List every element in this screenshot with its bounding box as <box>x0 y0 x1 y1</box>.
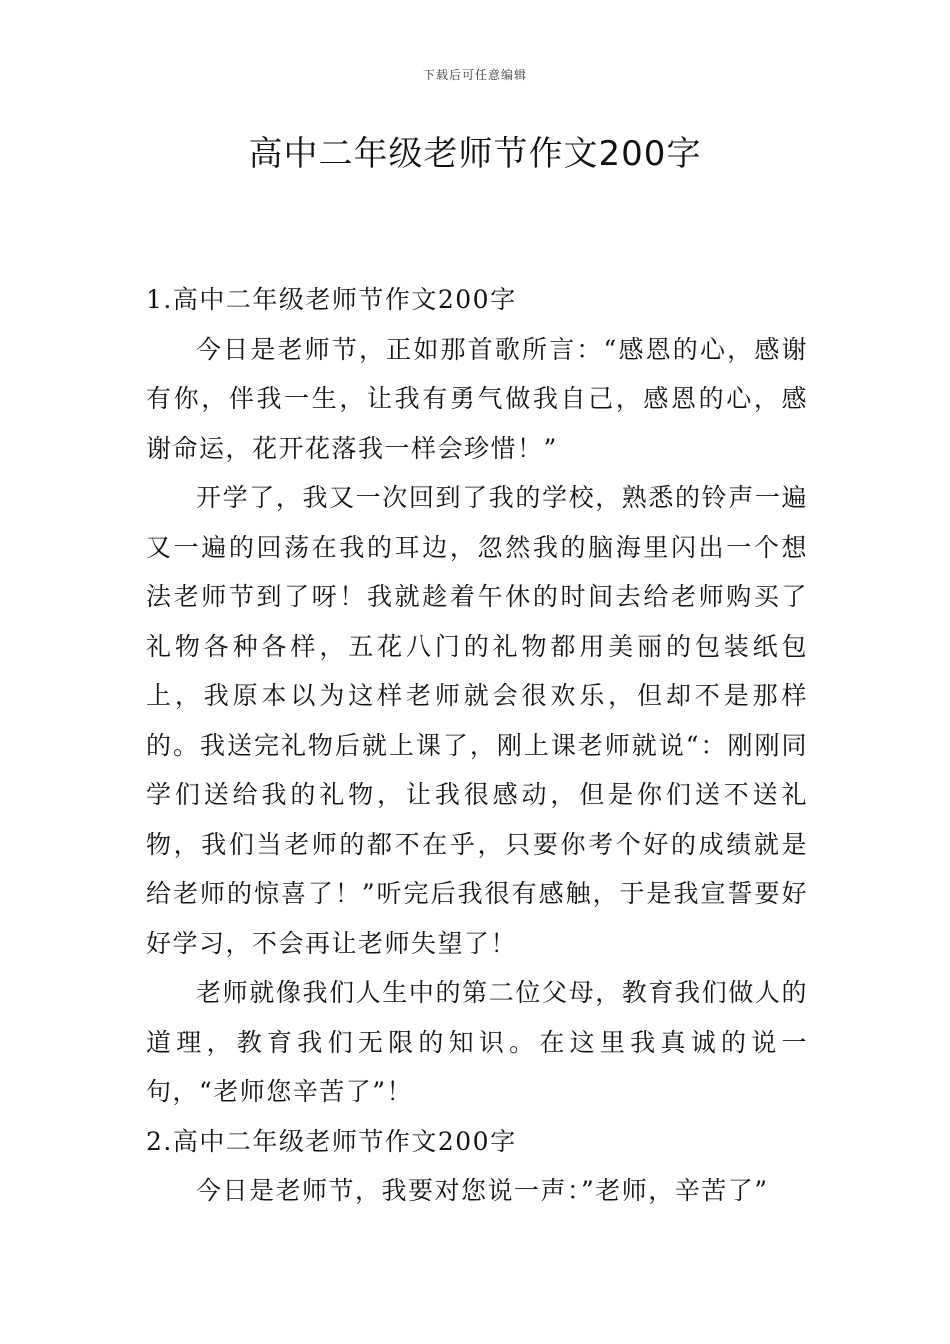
document-body <box>146 275 808 1216</box>
paragraph: 今日是老师节，我要对您说一声：”老师，辛苦了” <box>196 1176 769 1205</box>
section-1 <box>146 275 808 1117</box>
paragraph: 今日是老师节，正如那首歌所言：“感恩的心，感谢有你，伴我一生，让我有勇气做我自己，感恩的心，感谢命运，花开花落我一样会珍惜！” <box>146 334 808 463</box>
paragraph: 老师就像我们人生中的第二位父母，教育我们做人的道理，教育我们无限的知识。在这里我真诚的说一句，“老师您辛苦了”！ <box>146 978 808 1106</box>
section-2 <box>146 1117 808 1216</box>
document-title: 高中二年级老师节作文200字 <box>248 134 702 174</box>
section-heading: 2.高中二年级老师节作文200字 <box>146 1126 517 1156</box>
paragraph: 开学了，我又一次回到了我的学校，熟悉的铃声一遍又一遍的回荡在我的耳边，忽然我的脑海里闪出一个想法老师节到了呀！我就趁着午休的时间去给老师购买了礼物各种各样，五花八门的礼物都用美丽的包装纸包上，我原本以为这样老师就会很欢乐，但却不是那样的。我送完礼物后就上课了，刚上课老师就说“：刚刚同学们送给我的礼物，让我很感动，但是你们送不送礼物，我们当老师的都不在乎，只要你考个好的成绩就是给老师的惊喜了！”听完后我很有感触，于是我宣誓要好好学习，不会再让老师失望了！ <box>146 483 808 958</box>
header-note: 下载后可任意编辑 <box>422 68 527 82</box>
section-heading: 1.高中二年级老师节作文200字 <box>146 285 517 314</box>
